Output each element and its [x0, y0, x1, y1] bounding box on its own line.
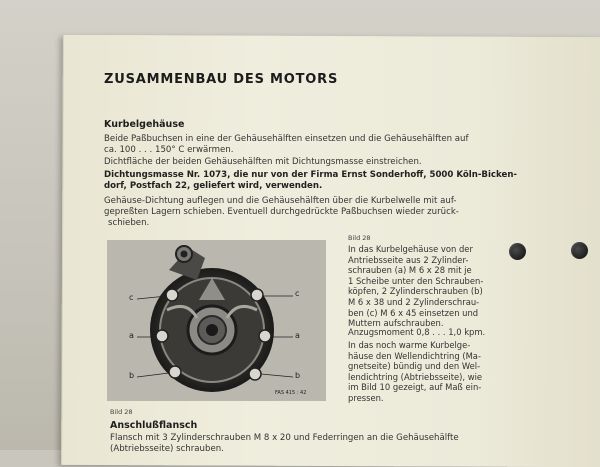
figure-label-c-right: c [295, 289, 300, 298]
text-line: schieben. [108, 218, 150, 228]
text-line: häuse den Wellendichtring (Ma- [348, 350, 481, 361]
figure-caption-bottom: Bild 28 [110, 408, 133, 416]
figure-caption-top: Bild 28 [348, 234, 371, 242]
side-paragraph-seals [348, 340, 500, 404]
text-line: dorf, Postfach 22, geliefert wird, verwenden. [104, 181, 323, 191]
paragraph-gasket [104, 196, 529, 229]
paragraph-flange [110, 433, 550, 455]
figure-label-b-right: b [295, 371, 301, 380]
figure-label-b-left: b [129, 371, 135, 380]
torque-spec: Anzugsmoment 0,8 . . . 1,0 kpm. [348, 327, 486, 337]
text-line: gnetseite) bündig und den Wel- [348, 361, 481, 372]
text-line: In das noch warme Kurbelge- [348, 340, 471, 350]
text-line: Gehäuse-Dichtung auflegen und die Gehäusehälften über die Kurbelwelle mit auf- [104, 196, 457, 206]
engine-housing-photo [107, 240, 326, 401]
engine-housing-illustration [107, 240, 326, 401]
text-line: köpfen, 2 Zylinderschrauben (b) [348, 286, 483, 297]
text-line: In das Kurbelgehäuse von der [348, 244, 473, 254]
paragraph-warming [104, 134, 529, 156]
text-line: ben (c) M 6 x 45 einsetzen und [348, 307, 479, 318]
text-line: Beide Paßbuchsen in eine der Gehäusehälften einsetzen und die Gehäusehälften auf [104, 134, 469, 144]
text-line: pressen. [348, 392, 384, 403]
text-line: lendichtring (Abtriebsseite), wie [348, 371, 483, 382]
section-title-kurbelgehaeuse: Kurbelgehäuse [104, 119, 185, 130]
section-title-anschlussflansch: Anschlußflansch [110, 420, 198, 431]
text-line: M 6 x 38 und 2 Zylinderschrau- [348, 296, 480, 307]
text-line: gepreßten Lagern schieben. Eventuell durchgedrückte Paßbuchsen wieder zurück- [104, 207, 459, 217]
figure-label-a-right: a [295, 331, 300, 340]
figure-label-a-left: a [129, 331, 134, 340]
text-line: Flansch mit 3 Zylinderschrauben M 8 x 20 und Federringen an die Gehäusehälfte [110, 433, 459, 443]
text-line: (Abtriebsseite) schrauben. [110, 444, 224, 454]
text-line: Muttern aufschrauben. [348, 318, 444, 329]
paragraph-sealant: Dichtfläche der beiden Gehäusehälften mit Dichtungsmasse einstreichen. [104, 157, 422, 167]
figure-image-code: FAS 415 : 42 [275, 390, 307, 396]
text-line: schrauben (a) M 6 x 28 mit je [348, 265, 472, 276]
punch-hole-right [571, 242, 588, 259]
punch-hole-upper [509, 243, 526, 260]
text-line: ca. 100 . . . 150° C erwärmen. [104, 145, 234, 155]
side-paragraph-screws [348, 244, 500, 329]
paragraph-sealant-supplier [104, 170, 529, 192]
text-line: Antriebsseite aus 2 Zylinder- [348, 254, 469, 265]
text-line: 1 Scheibe unter den Schrauben- [348, 275, 484, 286]
text-line: im Bild 10 gezeigt, auf Maß ein- [348, 382, 482, 393]
page-heading: ZUSAMMENBAU DES MOTORS [104, 72, 339, 87]
figure-label-c-left: c [129, 293, 134, 302]
text-line: Dichtungsmasse Nr. 1073, die nur von der Firma Ernst Sonderhoff, 5000 Köln-Bicken- [104, 170, 518, 180]
